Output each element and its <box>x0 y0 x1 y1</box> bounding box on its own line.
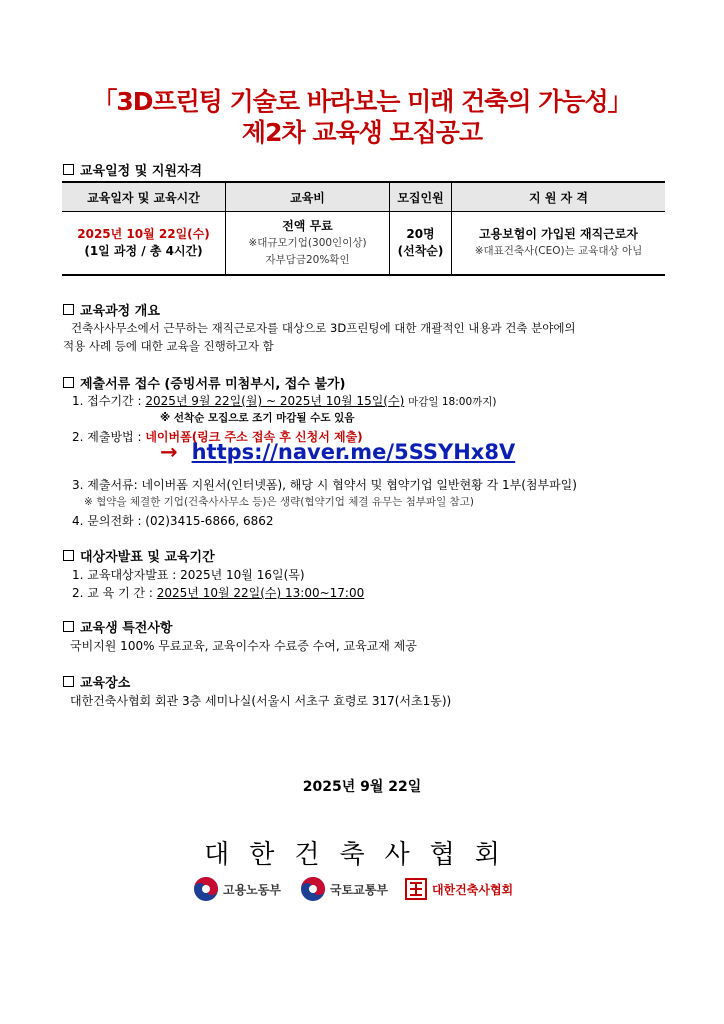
course-text-line-1: 건축사사무소에서 근무하는 재직근로자를 대상으로 3D프린팅에 대한 개괄적인 내용과 건축 분야에의 <box>71 321 576 335</box>
header-count: 모집인원 <box>390 182 452 212</box>
section-heading-docs: 제출서류 접수 (증빙서류 미첨부시, 접수 불가) <box>63 373 346 392</box>
docs-item-3-note: ※ 협약을 체결한 기업(건축사사무소 등)은 생략(협약기업 체결 유무는 첨부파일 참고) <box>84 496 474 508</box>
cell-date: 2025년 10월 22일(수) (1일 과정 / 총 4시간) <box>62 212 226 276</box>
notice-date: 2025년 9월 22일 <box>302 779 422 795</box>
government-emblem-icon <box>300 876 326 902</box>
benefits-text: 국비지원 100% 무료교육, 교육이수자 수료증 수여, 교육교재 제공 <box>70 639 417 653</box>
header-fee: 교육비 <box>226 182 390 212</box>
section-heading-benefits: 교육생 특전사항 <box>63 617 172 636</box>
checkbox-square-icon <box>63 550 74 561</box>
checkbox-square-icon <box>63 621 74 632</box>
docs-item-3: 3. 제출서류: 네이버폼 지원서(인터넷폼), 해당 시 협약서 및 협약기업 일반현황 각 1부(첨부파일) <box>72 478 577 492</box>
arrow-right-icon: → <box>160 440 178 464</box>
logo-molit: 국토교통부 <box>300 874 388 904</box>
section-heading-course: 교육과정 개요 <box>63 300 160 319</box>
link-url[interactable]: https://naver.me/5SSYHx8V <box>191 440 516 464</box>
checkbox-square-icon <box>63 377 74 388</box>
section-heading-announce: 대상자발표 및 교육기간 <box>63 546 215 565</box>
checkbox-square-icon <box>63 676 74 687</box>
title-line-1: 「3D프린팅 기술로 바라보는 미래 건축의 가능성」 <box>92 87 632 116</box>
place-text: 대한건축사협회 회관 3층 세미나실(서울시 서초구 효령로 317(서초1동)) <box>70 694 452 708</box>
logo-moel: 고용노동부 <box>193 874 281 904</box>
header-date: 교육일자 및 교육시간 <box>62 182 226 212</box>
cell-fee: 전액 무료 ※대규모기업(300인이상) 자부담금20%확인 <box>226 212 390 276</box>
logo-kira: 대한건축사협회 <box>405 874 513 904</box>
docs-item-4: 4. 문의전화 : (02)3415-6866, 6862 <box>72 514 274 528</box>
table-header-row <box>62 182 665 212</box>
title-line-2: 제2차 교육생 모집공고 <box>241 118 483 147</box>
announce-item-2: 2. 교 육 기 간 : 2025년 10월 22일(수) 13:00~17:00 <box>72 586 365 600</box>
docs-item-2: 2. 제출방법 : 네이버폼(링크 주소 접속 후 신청서 제출) <box>72 430 363 444</box>
government-emblem-icon <box>193 876 219 902</box>
kira-emblem-icon <box>405 878 427 900</box>
logo-row <box>0 874 724 904</box>
section-heading-place: 교육장소 <box>63 672 130 691</box>
cell-qualification: 고용보험이 가입된 재직근로자 ※대표건축사(CEO)는 교육대상 아님 <box>452 212 666 276</box>
checkbox-square-icon <box>63 304 74 315</box>
checkbox-square-icon <box>63 164 74 175</box>
docs-item-1: 1. 접수기간 : 2025년 9월 22일(월) ~ 2025년 10월 15일(수) 마감일 18:00까지) <box>72 394 497 408</box>
header-qualification: 지 원 자 격 <box>452 182 666 212</box>
docs-item-1-note: ※ 선착순 모집으로 조기 마감될 수도 있음 <box>160 412 355 424</box>
announce-item-1: 1. 교육대상자발표 : 2025년 10월 16일(목) <box>72 568 305 582</box>
organization-name: 대한건축사협회 <box>204 840 520 870</box>
course-text-line-2: 적용 사례 등에 대한 교육을 진행하고자 함 <box>63 339 274 353</box>
table-row <box>62 212 665 276</box>
section-heading-schedule: 교육일정 및 지원자격 <box>63 160 202 179</box>
application-link[interactable] <box>160 440 515 464</box>
cell-count: 20명 (선착순) <box>390 212 452 276</box>
schedule-table <box>62 181 665 276</box>
